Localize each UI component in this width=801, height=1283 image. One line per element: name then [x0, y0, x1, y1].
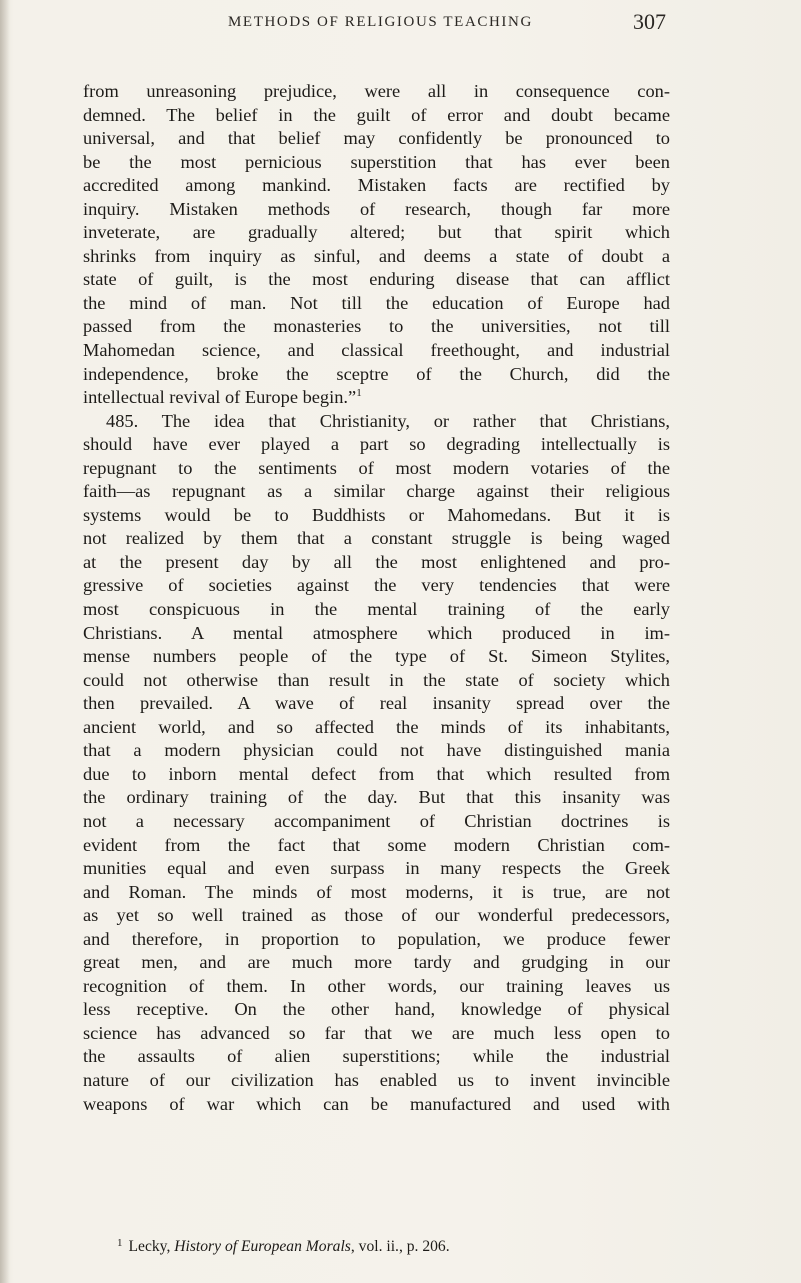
text-line: at the present day by all the most enlightened and pro-	[83, 551, 670, 572]
text-line: due to inborn mental defect from that which resulted from	[83, 763, 670, 784]
footnote-rest: , vol. ii., p. 206.	[350, 1238, 450, 1255]
text-line: the assaults of alien superstitions; while the industrial	[83, 1046, 670, 1067]
text-line: shrinks from inquiry as sinful, and deems a state of doubt a	[83, 245, 670, 266]
text-line: inveterate, are gradually altered; but that spirit which	[83, 222, 670, 243]
text-line: weapons of war which can be manufactured and used with	[83, 1093, 670, 1114]
text-line: faith—as repugnant as a similar charge against their religious	[83, 481, 670, 502]
text-line: as yet so well trained as those of our wonderful predecessors,	[83, 905, 670, 926]
text-line: not realized by them that a constant struggle is being waged	[83, 528, 670, 549]
footnote	[117, 1237, 450, 1256]
running-title: METHODS OF RELIGIOUS TEACHING	[228, 14, 533, 30]
footnote-author: Lecky,	[128, 1238, 171, 1255]
text-line: the ordinary training of the day. But that this insanity was	[83, 787, 670, 808]
text-line: munities equal and even surpass in many respects the Greek	[83, 858, 670, 879]
text-line: Mahomedan science, and classical freethought, and industrial	[83, 340, 670, 361]
text-line: the mind of man. Not till the education of Europe had	[83, 292, 670, 313]
footnote-title: History of European Morals	[174, 1238, 351, 1255]
text-line: passed from the monasteries to the universities, not till	[83, 316, 670, 337]
text-line: should have ever played a part so degrading intellectually is	[83, 434, 670, 455]
text-line: ancient world, and so affected the minds of its inhabitants,	[83, 716, 670, 737]
text-line: inquiry. Mistaken methods of research, though far more	[83, 198, 670, 219]
text-line: universal, and that belief may confidently be pronounced to	[83, 128, 670, 149]
page-gutter-shadow	[0, 0, 10, 1283]
body-text	[83, 80, 670, 1116]
text-line: less receptive. On the other hand, knowledge of physical	[83, 999, 670, 1020]
text-line: and therefore, in proportion to population, we produce fewer	[83, 928, 670, 949]
text-line: independence, broke the sceptre of the Church, did the	[83, 363, 670, 384]
text-line: be the most pernicious superstition that has ever been	[83, 151, 670, 172]
text-line: recognition of them. In other words, our training leaves us	[83, 975, 670, 996]
text-line: that a modern physician could not have distinguished mania	[83, 740, 670, 761]
text-line: science has advanced so far that we are much less open to	[83, 1022, 670, 1043]
text-line: then prevailed. A wave of real insanity spread over the	[83, 693, 670, 714]
footnote-reference: 1	[356, 387, 362, 400]
text-line: intellectual revival of Europe begin.”$^1$	[83, 387, 362, 408]
text-line: evident from the fact that some modern Christian com-	[83, 834, 670, 855]
text-line: repugnant to the sentiments of most modern votaries of the	[83, 457, 670, 478]
text-line: from unreasoning prejudice, were all in consequence con-	[83, 81, 670, 101]
text-line: most conspicuous in the mental training of the early	[83, 599, 670, 620]
text-line: Christians. A mental atmosphere which produced in im-	[83, 622, 670, 643]
text-line: systems would be to Buddhists or Mahomedans. But it is	[83, 504, 670, 525]
text-line: nature of our civilization has enabled us to invent invincible	[83, 1069, 670, 1090]
text-line: not a necessary accompaniment of Christian doctrines is	[83, 810, 670, 831]
text-line: great men, and are much more tardy and grudging in our	[83, 952, 670, 973]
text-line: demned. The belief in the guilt of error and doubt became	[83, 104, 670, 125]
text-line: mense numbers people of the type of St. Simeon Stylites,	[83, 646, 670, 667]
running-head	[0, 8, 801, 38]
footnote-marker: 1	[117, 1237, 123, 1249]
text-line: gressive of societies against the very tendencies that were	[83, 575, 670, 596]
page-number: 307	[633, 9, 666, 34]
text-line: accredited among mankind. Mistaken facts are rectified by	[83, 175, 670, 196]
text-line: and Roman. The minds of most moderns, it is true, are not	[83, 881, 670, 902]
text-line: state of guilt, is the most enduring disease that can afflict	[83, 269, 670, 290]
text-line: could not otherwise than result in the state of society which	[83, 669, 670, 690]
text-line: 485. The idea that Christianity, or rather that Christians,	[106, 410, 670, 431]
